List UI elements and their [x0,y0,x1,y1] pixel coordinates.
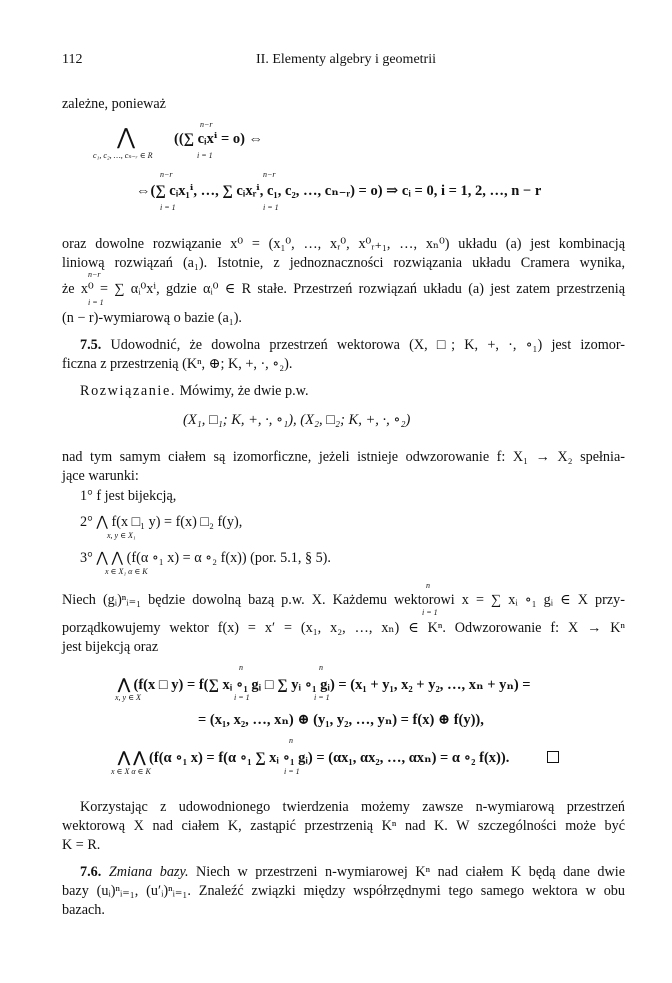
eq2-sum-upper-1: n−r [160,170,173,179]
eq1-body: ((∑ cᵢxⁱ = o) ⇔ [174,131,264,147]
display-eq-1: ⋀ (f(x □ y) = f(∑ xᵢ ∘₁ gᵢ □ ∑ yᵢ ∘₁ gᵢ) = (x₁ + y₁, x₂ + y₂, …, xₙ + yₙ) = [118,677,531,693]
conclusion-line-1: Korzystając z udowodnionego twierdzenia możemy zawsze n-wymiarową przestrzeń [80,799,625,815]
ex76-line-2: bazy (uᵢ)ⁿᵢ₌₁, (u′ᵢ)ⁿᵢ₌₁. Znaleźć związki między współrzędnymi tego samego wektora w obu [62,883,625,899]
ex75-line-1-text: Udowodnić, że dowolna przestrzeń wektorowa (X, □; K, +, ·, ∘₁) jest izomor- [101,337,625,353]
ex75-line-3: nad tym samym ciałem są izomorficzne, jeżeli istnieje odwzorowanie f: X₁ → X₂ spełnia- [62,449,625,465]
e1-sum-lower-2: i = 1 [314,693,330,702]
e3-wedge-sub: x ∈ X α ∈ K [111,767,151,776]
ex76-title: Zmiana bazy. [101,864,189,880]
e1-sum-lower-1: i = 1 [234,693,250,702]
solution-line [80,383,309,399]
e3-sum-lower: i = 1 [284,767,300,776]
e1-sum-upper-2: n [319,663,323,672]
eq1-wedge: ⋀ [117,124,136,149]
p1-sum-upper: n−r [88,270,101,279]
ex76-line-1-text: Niech w przestrzeni n-wymiarowej Kⁿ nad ciałem K będą dane dwie [188,864,626,880]
solution-label: Rozwiązanie. [80,383,177,399]
conclusion-line-3: K = R. [62,837,101,853]
niech-line-1: Niech (gᵢ)ⁿᵢ₌₁ będzie dowolną bazą p.w. X. Każdemu wektorowi x = ∑ xᵢ ∘₁ gᵢ ∈ X przy- [62,592,625,608]
ex75-number: 7.5. [80,337,102,353]
condition-3-sub: x ∈ X₁ α ∈ K [105,567,148,576]
p1-sum-lower: i = 1 [88,298,104,307]
ex76-line-1 [80,864,625,880]
niech-sum-lower: i = 1 [422,608,438,617]
display-eq-3-text: ⋀ ⋀ (f(α ∘₁ x) = f(α ∘₁ ∑ xᵢ ∘₁ gᵢ) = (αx₁, αx₂, …, αxₙ) = α ∘₂ f(x)). [118,750,510,766]
niech-line-2: porządkowujemy wektor f(x) = x′ = (x₁, x₂, …, xₙ) ∈ Kⁿ. Odwzorowanie f: X → Kⁿ [62,620,625,636]
eq1-wedge-sub: c₁, c₂, …, cₙ₋ᵣ ∈ R [93,151,153,160]
ex75-line-4: jące warunki: [62,468,139,484]
conclusion-line-2: wektorową X nad ciałem K, zastąpić przestrzenią Kⁿ nad K. W szczególności może być [62,818,625,834]
condition-2-sub: x, y ∈ X₁ [107,531,136,540]
p1-line-2: liniową rozwiązań (a₁). Istotnie, z jednoznaczności rozwiązania układu Cramera wynika, [62,255,625,271]
display-eq-2: = (x₁, x₂, …, xₙ) ⊕ (y₁, y₂, …, yₙ) = f(x) ⊕ f(y)), [198,712,484,728]
ex75-line-2: ficzna z przestrzenią (Kⁿ, ⊕; K, +, ·, ∘₂). [62,356,293,372]
condition-1: 1° f jest bijekcją, [80,488,177,504]
p1-line-1: oraz dowolne rozwiązanie x⁰ = (x₁⁰, …, xᵣ⁰, x⁰ᵣ₊₁, …, xₙ⁰) układu (a) jest kombinacją [62,236,625,252]
eq2-sum-upper-2: n−r [263,170,276,179]
niech-line-3: jest bijekcją oraz [62,639,159,655]
eq2-sum-lower-2: i = 1 [263,203,279,212]
eq2-body: ⇔(∑ cᵢx₁ⁱ, …, ∑ cᵢxᵣⁱ, c₁, c₂, …, cₙ₋ᵣ) = o) ⇒ cᵢ = 0, i = 1, 2, …, n − r [136,183,542,199]
p1-line-4: (n − r)-wymiarową o bazie (a₁). [62,310,242,326]
intro-text: zależne, ponieważ [62,96,166,112]
ex76-number: 7.6. [80,864,102,880]
e1-sum-upper-1: n [239,663,243,672]
space-pair: (X₁, □₁; K, +, ·, ∘₁), (X₂, □₂; K, +, ·, ∘₂) [183,412,411,428]
e1-wedge-sub: x, y ∈ X [115,693,141,702]
solution-text: Mówimy, że dwie p.w. [176,383,309,399]
display-eq-3 [118,749,559,767]
niech-sum-upper: n [426,581,430,590]
qed-square-icon [547,751,559,763]
running-title: II. Elementy algebry i geometrii [256,52,436,67]
p1-line-3: że x⁰ = ∑ αᵢ⁰xⁱ, gdzie αᵢ⁰ ∈ R stałe. Przestrzeń rozwiązań układu (a) jest zatem przestrzenią [62,281,625,297]
condition-2: 2° ⋀ f(x □₁ y) = f(x) □₂ f(y), [80,514,243,530]
eq2-sum-lower-1: i = 1 [160,203,176,212]
page-number: 112 [62,52,83,67]
ex75-line-1 [80,337,625,353]
condition-3: 3° ⋀ ⋀ (f(α ∘₁ x) = α ∘₂ f(x)) (por. 5.1, § 5). [80,550,331,566]
ex76-line-3: bazach. [62,902,105,918]
eq1-sum-upper: n−r [200,120,213,129]
e3-sum-upper: n [289,736,293,745]
eq1-sum-lower: i = 1 [197,151,213,160]
